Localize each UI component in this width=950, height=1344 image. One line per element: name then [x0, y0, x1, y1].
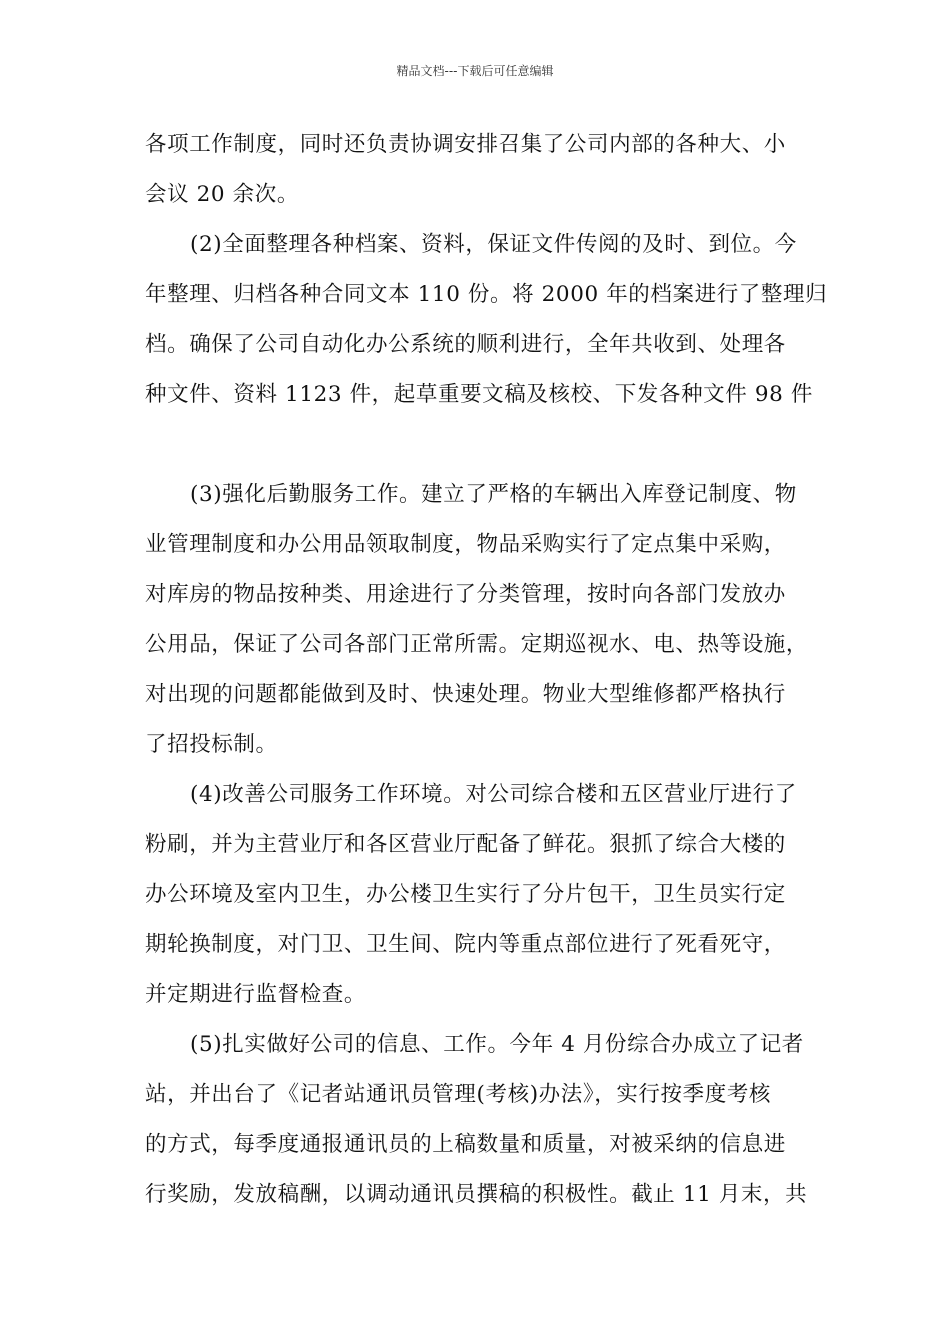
text-line: 档。确保了公司自动化办公系统的顺利进行，全年共收到、处理各 — [145, 332, 786, 357]
text-line: 粉刷，并为主营业厅和各区营业厅配备了鲜花。狠抓了综合大楼的 — [145, 832, 786, 857]
text-line: 站，并出台了《记者站通讯员管理(考核)办法》，实行按季度考核 — [145, 1082, 772, 1107]
text-line: 办公环境及室内卫生，办公楼卫生实行了分片包干，卫生员实行定 — [145, 882, 786, 907]
text-line: (3)强化后勤服务工作。建立了严格的车辆出入库登记制度、物 — [190, 482, 797, 507]
text-line: 对库房的物品按种类、用途进行了分类管理，按时向各部门发放办 — [145, 582, 786, 607]
text-line: (2)全面整理各种档案、资料，保证文件传阅的及时、到位。今 — [190, 232, 797, 257]
text-line: 了招投标制。 — [145, 732, 278, 757]
text-line: (4)改善公司服务工作环境。对公司综合楼和五区营业厅进行了 — [190, 782, 797, 807]
text-line: 的方式，每季度通报通讯员的上稿数量和质量，对被采纳的信息进 — [145, 1132, 786, 1157]
text-line: 年整理、归档各种合同文本 110 份。将 2000 年的档案进行了整理归 — [145, 282, 828, 307]
text-line: 业管理制度和办公用品领取制度，物品采购实行了定点集中采购， — [145, 532, 786, 557]
page-header: 精品文档---下载后可任意编辑 — [396, 64, 554, 78]
text-line: (5)扎实做好公司的信息、工作。今年 4 月份综合办成立了记者 — [190, 1032, 804, 1057]
text-line: 公用品，保证了公司各部门正常所需。定期巡视水、电、热等设施， — [145, 632, 809, 657]
text-line: 期轮换制度，对门卫、卫生间、院内等重点部位进行了死看死守， — [145, 932, 786, 957]
text-line: 对出现的问题都能做到及时、快速处理。物业大型维修都严格执行 — [145, 682, 786, 707]
text-line: 各项工作制度，同时还负责协调安排召集了公司内部的各种大、小 — [145, 132, 786, 157]
text-line: 会议 20 余次。 — [145, 182, 299, 207]
text-line: 行奖励，发放稿酬，以调动通讯员撰稿的积极性。截止 11 月末，共 — [145, 1182, 808, 1207]
text-line: 并定期进行监督检查。 — [145, 982, 367, 1007]
text-line: 种文件、资料 1123 件，起草重要文稿及核校、下发各种文件 98 件 — [145, 382, 813, 407]
